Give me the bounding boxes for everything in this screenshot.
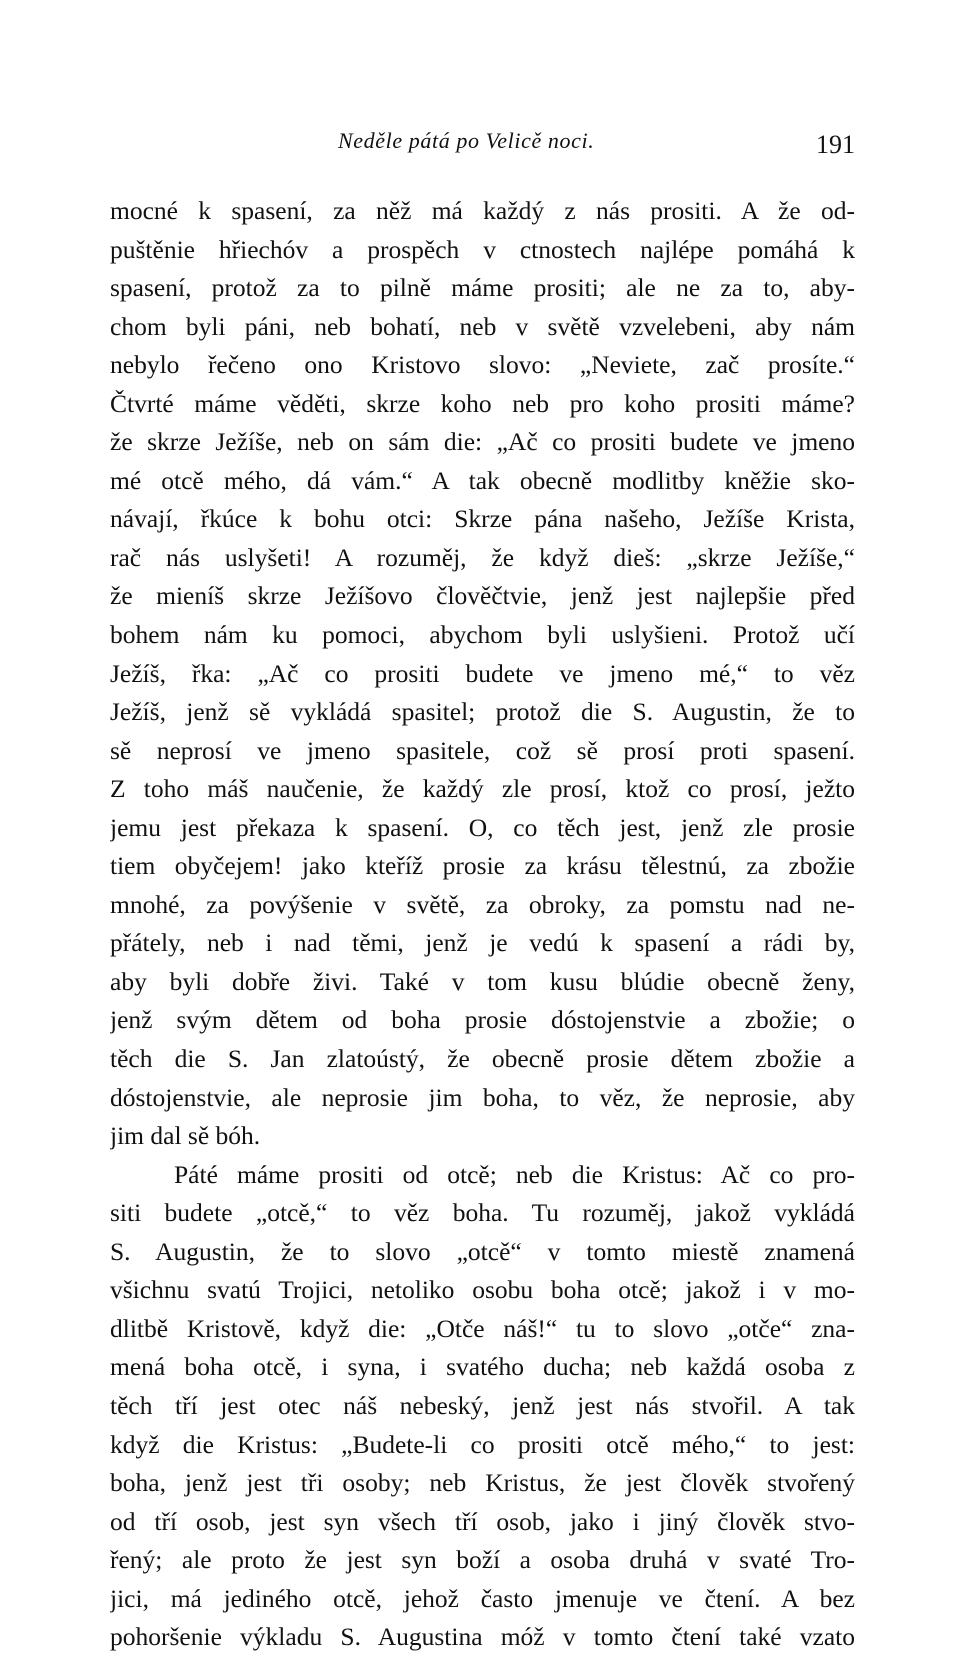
body-text <box>110 192 855 1657</box>
text-line: že skrze Ježíše, neb on sám die: „Ač co prositi budete ve jmeno <box>110 427 855 457</box>
text-line: dóstojenstvie, ale neprosie jim boha, to věz, že neprosie, aby <box>110 1082 855 1112</box>
text-line: sě neprosí ve jmeno spasitele, což sě prosí proti spasení. <box>110 735 855 765</box>
paragraph-first-line: Páté máme prositi od otcě; neb die Kristus: Ač co pro- <box>174 1159 855 1189</box>
text-line: bohem nám ku pomoci, abychom byli uslyšieni. Protož učí <box>110 620 855 650</box>
text-line: siti budete „otcě,“ to věz boha. Tu rozuměj, jakož vykládá <box>110 1198 855 1228</box>
text-line: rač nás uslyšeti! A rozuměj, že když dieš: „skrze Ježíše,“ <box>110 542 855 572</box>
page-number: 191 <box>816 130 855 159</box>
running-header <box>110 128 855 162</box>
text-line: pohoršenie výkladu S. Augustina móž v tomto čtení také vzato <box>110 1622 855 1652</box>
text-line: když die Kristus: „Budete-li co prositi otcě mého,“ to jest: <box>110 1429 855 1459</box>
running-title: Neděle pátá po Velicě noci. <box>338 128 595 153</box>
text-line: puštěnie hřiechóv a prospěch v ctnostech najlépe pomáhá k <box>110 234 855 264</box>
text-line: Ježíš, řka: „Ač co prositi budete ve jmeno mé,“ to věz <box>110 658 855 688</box>
text-line: S. Augustin, že to slovo „otcě“ v tomto miestě znamená <box>110 1236 855 1266</box>
text-line: mé otcě mého, dá vám.“ A tak obecně modlitby kněžie sko- <box>110 465 855 495</box>
text-line: Z toho máš naučenie, že každý zle prosí, ktož co prosí, ježto <box>110 774 855 804</box>
text-line: od tří osob, jest syn všech tří osob, jako i jiný člověk stvo- <box>110 1506 855 1536</box>
text-line: Ježíš, jenž sě vykládá spasitel; protož die S. Augustin, že to <box>110 697 855 727</box>
text-line: tiem obyčejem! jako kteříž prosie za krásu tělestnú, za zbožie <box>110 851 855 881</box>
text-line: dlitbě Kristově, když die: „Otče náš!“ tu to slovo „otče“ zna- <box>110 1313 855 1343</box>
text-line: jenž svým dětem od boha prosie dóstojenstvie a zbožie; o <box>110 1005 855 1035</box>
text-line: přátely, neb i nad těmi, jenž je vedú k spasení a rádi by, <box>110 928 855 958</box>
text-line: mnohé, za povýšenie v světě, za obroky, za pomstu nad ne- <box>110 889 855 919</box>
text-line: návají, řkúce k bohu otci: Skrze pána našeho, Ježíše Krista, <box>110 504 855 534</box>
paragraph-last-line: jim dal sě bóh. <box>110 1121 261 1151</box>
text-line: chom byli páni, neb bohatí, neb v světě vzvelebeni, aby nám <box>110 311 855 341</box>
text-line: mocné k spasení, za něž má každý z nás prositi. A že od- <box>110 196 855 225</box>
text-line: těch tří jest otec náš nebeský, jenž jest nás stvořil. A tak <box>110 1390 855 1420</box>
text-line: mená boha otcě, i syna, i svatého ducha; neb každá osoba z <box>110 1352 855 1382</box>
text-line: nebylo řečeno ono Kristovo slovo: „Neviete, zač prosíte.“ <box>110 350 855 380</box>
text-line: boha, jenž jest tři osoby; neb Kristus, že jest člověk stvořený <box>110 1468 855 1498</box>
text-line: těch die S. Jan zlatoústý, že obecně prosie dětem zbožie a <box>110 1044 855 1074</box>
text-line: že mieníš skrze Ježíšovo člověčtvie, jenž jest najlepšie před <box>110 581 855 611</box>
text-line: jici, má jediného otcě, jehož často jmenuje ve čtení. A bez <box>110 1583 855 1613</box>
text-line: spasení, protož za to pilně máme prositi; ale ne za to, aby- <box>110 273 855 303</box>
text-line: jemu jest překaza k spasení. O, co těch jest, jenž zle prosie <box>110 812 855 842</box>
text-line: řený; ale proto že jest syn boží a osoba druhá v svaté Tro- <box>110 1545 855 1575</box>
text-line: aby byli dobře živi. Také v tom kusu blúdie obecně ženy, <box>110 966 855 996</box>
text-line: všichnu svatú Trojici, netoliko osobu boha otcě; jakož i v mo- <box>110 1275 855 1305</box>
text-line: Čtvrté máme věděti, skrze koho neb pro koho prositi máme? <box>110 388 855 418</box>
